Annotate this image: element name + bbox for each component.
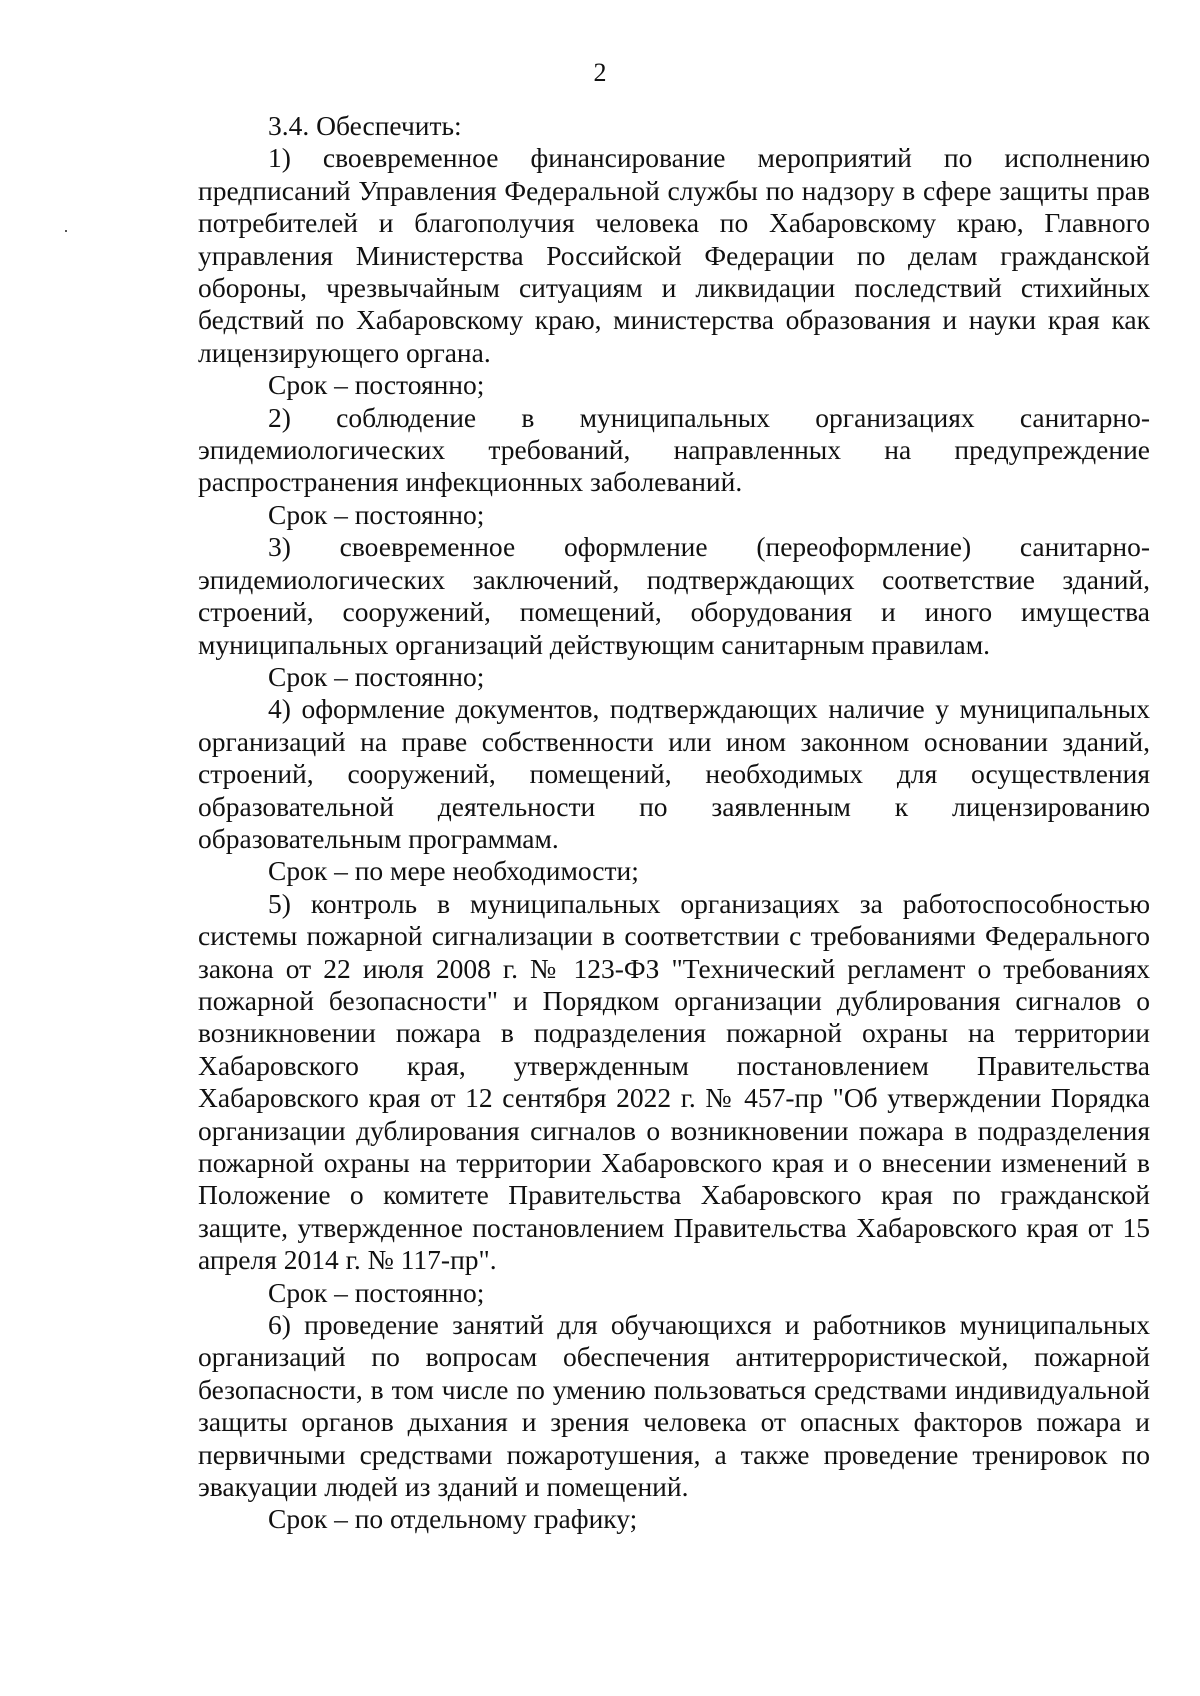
page-number: 2 bbox=[593, 58, 607, 87]
item-4-term: Срок – по мере необходимости; bbox=[268, 855, 639, 887]
item-6-term: Срок – по отдельному графику; bbox=[268, 1503, 638, 1535]
item-3-term: Срок – постоянно; bbox=[268, 660, 485, 692]
item-6-text: 6) проведение занятий для обучающихся и работников муниципальных организаций по вопросам обеспечения антитеррористической, пожарной безопасности, в том числе по умению пользоваться средствами индивидуальной защиты органов дыхания и зрения человека от опасных факторов пожара и первичными средствами пожаротушения, а также проведение тренировок по эвакуации людей из зданий и помещений. bbox=[198, 1309, 1150, 1503]
scan-artifact-dot bbox=[65, 230, 67, 232]
section-heading: 3.4. Обеспечить: bbox=[268, 110, 462, 141]
item-2-term: Срок – постоянно; bbox=[268, 498, 485, 530]
item-4-text: 4) оформление документов, подтверждающих наличие у муниципальных организаций на праве собственности или ином законном основании зданий, строений, сооружений, помещений, необходимых для осуществления образовательной деятельности по заявленным к лицензированию образовательным программам. bbox=[198, 693, 1150, 854]
item-5-term: Срок – постоянно; bbox=[268, 1276, 485, 1308]
item-5-text: 5) контроль в муниципальных организациях за работоспособностью системы пожарной сигнализации в соответствии с требованиями Федерального закона от 22 июля 2008 г. № 123-ФЗ "Технический регламент о требованиях пожарной безопасности" и Порядком организации дублирования сигналов о возникновении пожара в подразделения пожарной охраны на территории Хабаровского края, утвержденным постановлением Правительства Хабаровского края от 12 сентября 2022 г. № 457-пр "Об утверждении Порядка организации дублирования сигналов о возникновении пожара в подразделения пожарной охраны на территории Хабаровского края и о внесении изменений в Положение о комитете Правительства Хабаровского края по гражданской защите, утвержденное постановлением Правительства Хабаровского края от 15 апреля 2014 г. № 117-пр". bbox=[198, 887, 1150, 1276]
item-1-term: Срок – постоянно; bbox=[268, 369, 485, 401]
item-1-text: 1) своевременное финансирование мероприятий по исполнению предписаний Управления Федеральной службы по надзору в сфере защиты прав потребителей и благополучия человека по Хабаровскому краю, Главного управления Министерства Российской Федерации по делам гражданской обороны, чрезвычайным ситуациям и ликвидации последствий стихийных бедствий по Хабаровскому краю, министерства образования и науки края как лицензирующего органа. bbox=[198, 142, 1150, 368]
item-3-text: 3) своевременное оформление (переоформление) санитарно-эпидемиологических заключений, подтверждающих соответствие зданий, строений, сооружений, помещений, оборудования и иного имущества муниципальных организаций действующим санитарным правилам. bbox=[198, 531, 1150, 660]
item-2-text: 2) соблюдение в муниципальных организациях санитарно-эпидемиологических требований, направленных на предупреждение распространения инфекционных заболеваний. bbox=[198, 401, 1150, 498]
document-body bbox=[198, 110, 1150, 1536]
